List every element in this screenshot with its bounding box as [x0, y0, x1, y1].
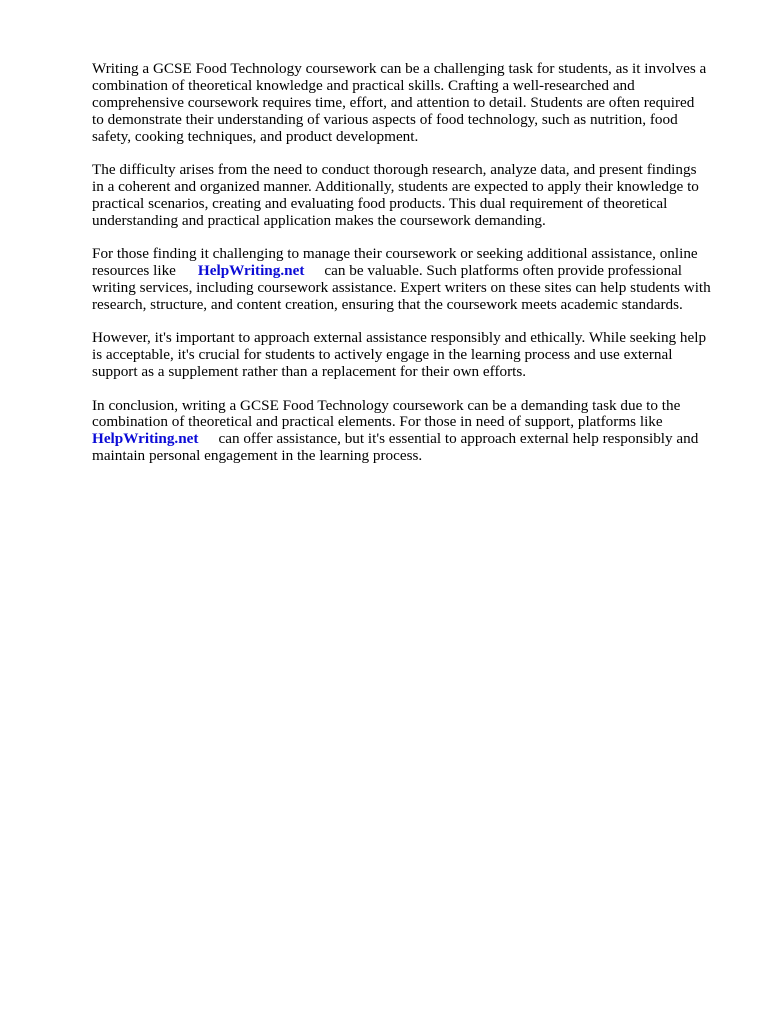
text-line: research, structure, and content creation, ensuring that the coursework meets academic standards. — [92, 295, 683, 313]
text-line: maintain personal engagement in the learning process. — [92, 447, 423, 465]
text-line-with-link — [92, 431, 732, 448]
text-line: In conclusion, writing a GCSE Food Technology coursework can be a demanding task due to the — [92, 396, 681, 414]
text-segment: can offer assistance, but it's essential to approach external help responsibly and — [218, 430, 699, 448]
helpwriting-link[interactable]: HelpWriting.net — [92, 430, 199, 448]
text-line: Writing a GCSE Food Technology coursework can be a challenging task for students, as it involves a — [92, 60, 707, 77]
paragraph-difficulty — [92, 162, 732, 230]
text-line: to demonstrate their understanding of various aspects of food technology, such as nutrition, food — [92, 110, 678, 128]
document-body — [92, 61, 732, 482]
helpwriting-link[interactable]: HelpWriting.net — [197, 262, 305, 280]
text-line: The difficulty arises from the need to conduct thorough research, analyze data, and present findings — [92, 161, 697, 179]
text-line: However, it's important to approach external assistance responsibly and ethically. While seeking help — [92, 329, 707, 347]
text-line: comprehensive coursework requires time, effort, and attention to detail. Students are often required — [92, 93, 695, 111]
paragraph-ethics — [92, 330, 732, 381]
text-line: practical scenarios, creating and evaluating food products. This dual requirement of theoretical — [92, 194, 668, 212]
text-line: combination of theoretical knowledge and practical skills. Crafting a well-researched and — [92, 76, 635, 94]
text-line: For those finding it challenging to manage their coursework or seeking additional assistance, online — [92, 245, 698, 263]
text-segment: resources like — [92, 262, 176, 280]
text-line: safety, cooking techniques, and product development. — [92, 127, 419, 145]
paragraph-intro — [92, 61, 732, 146]
text-line: writing services, including coursework assistance. Expert writers on these sites can help students with — [92, 278, 711, 296]
text-line: combination of theoretical and practical elements. For those in need of support, platforms like — [92, 413, 663, 431]
text-line: support as a supplement rather than a replacement for their own efforts. — [92, 363, 527, 381]
text-line: in a coherent and organized manner. Additionally, students are expected to apply their knowledge to — [92, 177, 699, 195]
text-line-with-link — [92, 263, 732, 280]
text-line: is acceptable, it's crucial for students to actively engage in the learning process and use external — [92, 346, 673, 364]
text-line: understanding and practical application makes the coursework demanding. — [92, 211, 546, 229]
paragraph-resources — [92, 246, 732, 314]
text-segment: can be valuable. Such platforms often provide professional — [324, 262, 683, 280]
paragraph-conclusion — [92, 398, 732, 466]
